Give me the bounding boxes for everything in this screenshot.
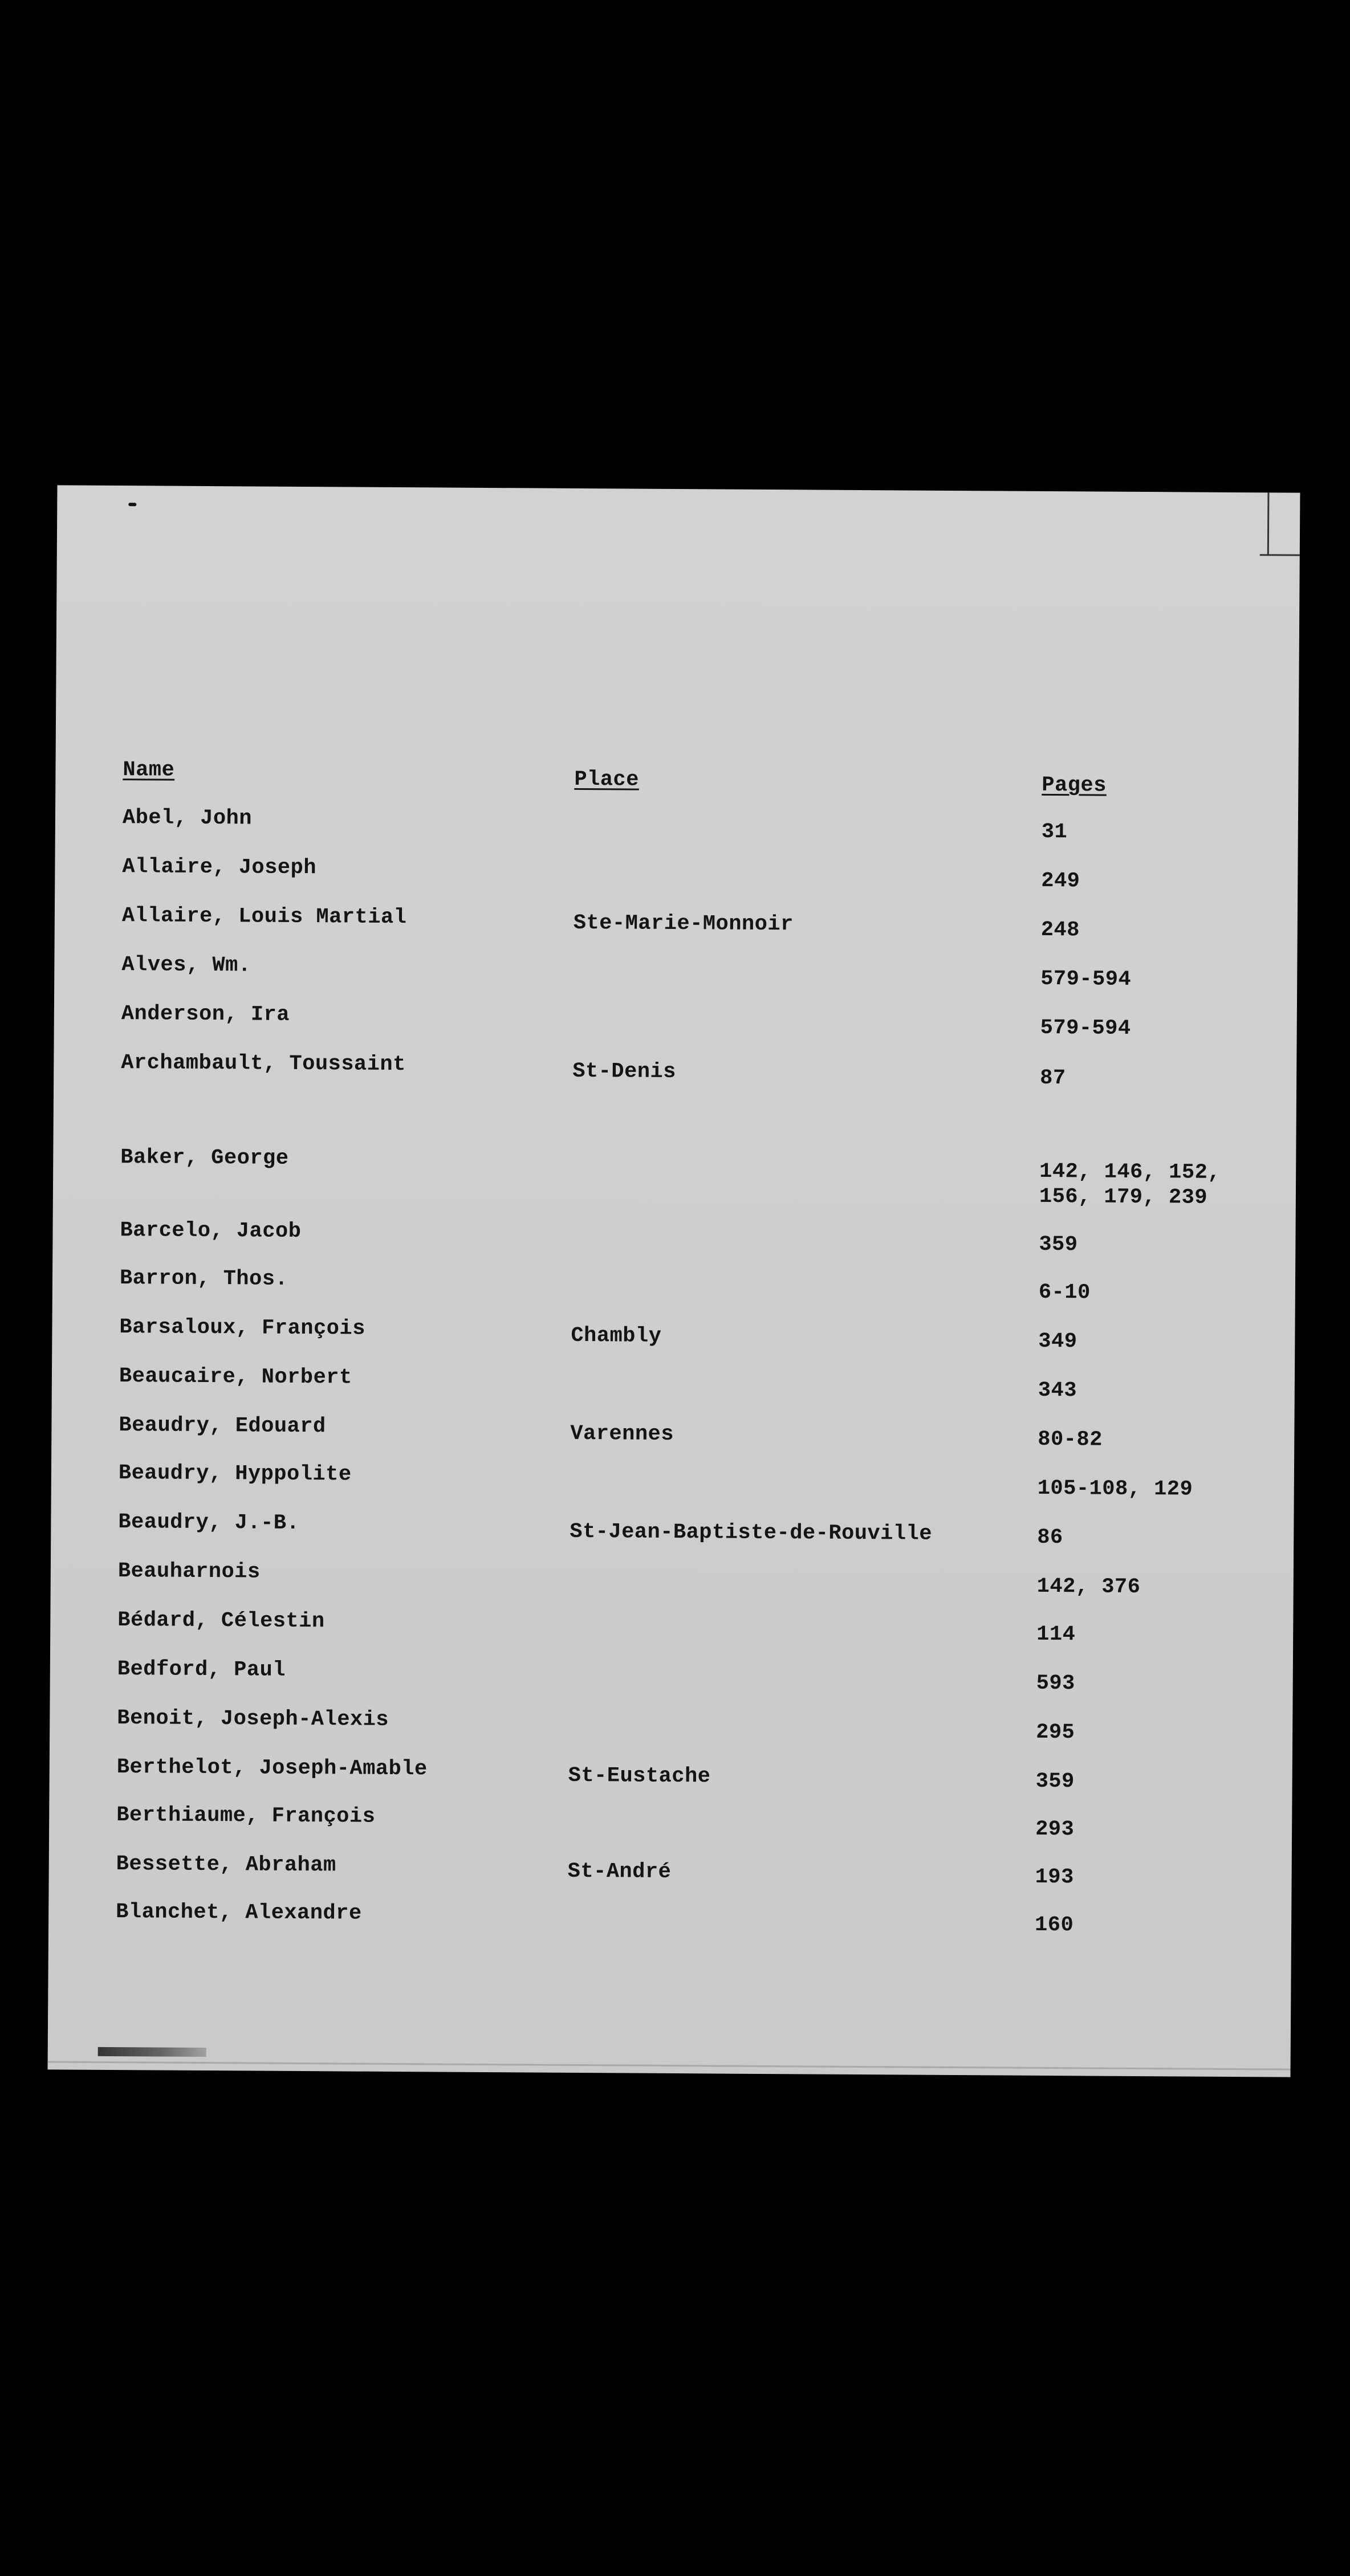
header-name: Name [123,758,175,782]
entry-name: Archambault, Toussaint [121,1051,406,1077]
entry-pages: 295 [1036,1720,1075,1745]
document-sheet [48,485,1300,2077]
entry-name: Blanchet, Alexandre [116,1900,362,1926]
entry-name: Berthelot, Joseph-Amable [116,1755,428,1782]
entry-name: Baker, George [120,1146,289,1171]
entry-name: Beaucaire, Norbert [119,1364,352,1390]
entry-name: Beaudry, Edouard [119,1413,326,1439]
entry-pages: 193 [1035,1865,1074,1890]
entry-name: Bédard, Célestin [117,1608,325,1634]
entry-pages: 579-594 [1040,1016,1131,1041]
entry-pages: 349 [1038,1329,1077,1354]
entry-name: Beaudry, J.-B. [118,1510,300,1535]
entry-name: Berthiaume, François [116,1803,376,1829]
entry-pages: 359 [1035,1769,1075,1794]
header-pages: Pages [1042,773,1107,798]
index-table [48,485,1300,2077]
entry-pages: 31 [1041,820,1068,845]
entry-place: Chambly [571,1323,662,1348]
entry-name: Alves, Wm. [121,953,251,978]
entry-place: Varennes [570,1421,674,1447]
entry-name: Beauharnois [117,1559,261,1584]
entry-pages: 160 [1034,1913,1074,1938]
entry-place: St-Denis [572,1059,677,1085]
entry-name: Allaire, Louis Martial [121,904,407,930]
entry-name: Barsaloux, François [119,1315,365,1341]
entry-name: Benoit, Joseph-Alexis [117,1706,389,1732]
entry-pages: 105-108, 129 [1037,1476,1193,1502]
entry-pages: 142, 376 [1036,1574,1141,1600]
entry-name: Bedford, Paul [117,1657,286,1682]
entry-pages: 249 [1041,869,1080,894]
entry-place: Ste-Marie-Monnoir [573,911,794,937]
entry-pages: 80-82 [1038,1427,1103,1452]
entry-name: Allaire, Joseph [122,855,317,881]
entry-pages: 6-10 [1038,1280,1091,1305]
entry-name: Abel, John [122,806,253,831]
entry-name: Anderson, Ira [121,1002,290,1027]
entry-pages: 579-594 [1040,967,1132,992]
entry-pages: 114 [1036,1622,1076,1647]
entry-place: St-Jean-Baptiste-de-Rouville [570,1519,933,1546]
entry-name: Barron, Thos. [119,1266,288,1291]
entry-pages: 293 [1035,1817,1075,1842]
entry-place: St-Eustache [568,1763,711,1789]
entry-name: Bessette, Abraham [116,1852,336,1878]
entry-pages: 248 [1040,918,1080,943]
entry-pages: 142, 146, 152, 156, 179, 239 [1039,1159,1221,1210]
entry-pages: 87 [1040,1066,1066,1091]
entry-place: St-André [567,1859,672,1884]
entry-name: Beaudry, Hyppolite [118,1461,352,1487]
entry-pages: 593 [1036,1671,1075,1696]
entry-pages: 359 [1039,1232,1078,1257]
entry-pages: 343 [1038,1378,1077,1403]
header-place: Place [574,767,640,792]
entry-name: Barcelo, Jacob [120,1218,302,1244]
entry-pages: 86 [1037,1525,1063,1550]
